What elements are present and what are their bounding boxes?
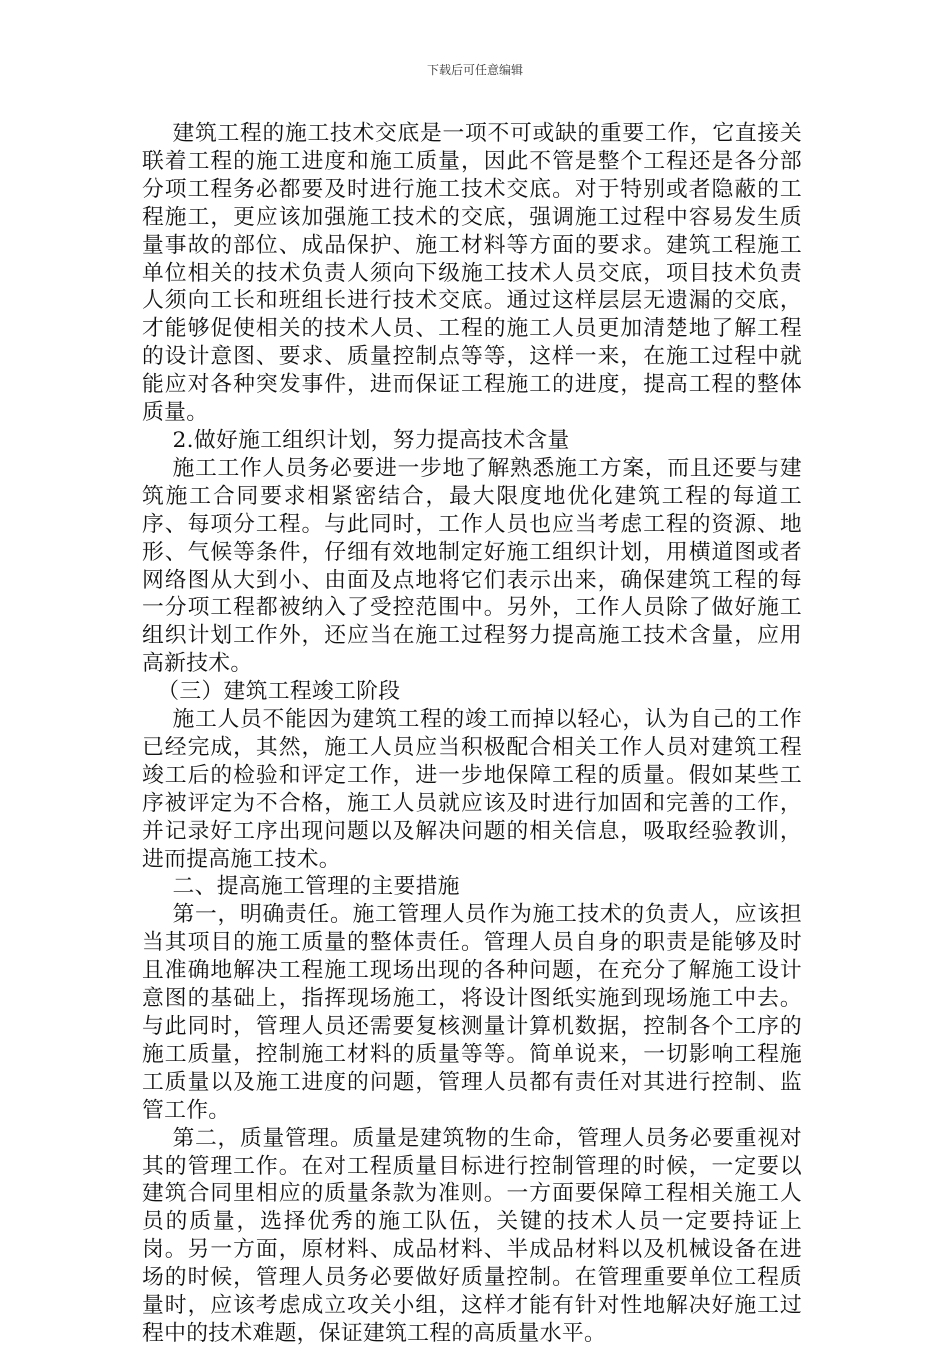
paragraph-technical-disclosure: 建筑工程的施工技术交底是一项不可或缺的重要工作，它直接关联着工程的施工进度和施工质量，因此不管是整个工程还是各分部分项工程务必都要及时进行施工技术交底。对于特别或者隐蔽的工程施工，更应该加强施工技术的交底，强调施工过程中容易发生质量事故的部位、成品保护、施工材料等方面的要求。建筑工程施工单位相关的技术负责人须向下级施工技术人员交底，项目技术负责人须向工长和班组长进行技术交底。通过这样层层无遗漏的交底，才能够促使相关的技术人员、工程的施工人员更加清楚地了解工程的设计意图、要求、质量控制点等等，这样一来，在施工过程中就能应对各种突发事件，进而保证工程施工的进度，提高工程的整体质量。: [142, 121, 802, 426]
document-body: [142, 120, 802, 1348]
section-heading-completion-stage: （三）建筑工程竣工阶段: [157, 679, 401, 705]
paragraph-quality-management: 第二，质量管理。质量是建筑物的生命，管理人员务必要重视对其的管理工作。在对工程质量目标进行控制管理的时候，一定要以建筑合同里相应的质量条款为准则。一方面要保障工程相关施工人员的质量，选择优秀的施工队伍，关键的技术人员一定要持证上岗。另一方面，原材料、成品材料、半成品材料以及机械设备在进场的时候，管理人员务必要做好质量控制。在管理重要单位工程质量时，应该考虑成立攻关小组，这样才能有针对性地解决好施工过程中的技术难题，保证建筑工程的高质量水平。: [142, 1125, 802, 1346]
section-heading-management-measures: 二、提高施工管理的主要措施: [172, 874, 460, 900]
page-header-note: 下载后可任意编辑: [426, 63, 523, 77]
paragraph-construction-plan: 施工工作人员务必要进一步地了解熟悉施工方案，而且还要与建筑施工合同要求相紧密结合，最大限度地优化建筑工程的每道工序、每项分工程。与此同时，工作人员也应当考虑工程的资源、地形、气候等条件，仔细有效地制定好施工组织计划，用横道图或者网络图从大到小、由面及点地将它们表示出来，确保建筑工程的每一分项工程都被纳入了受控范围中。另外，工作人员除了做好施工组织计划工作外，还应当在施工过程努力提高施工技术含量，应用高新技术。: [142, 455, 802, 677]
section-heading-construction-plan: 2.做好施工组织计划，努力提高技术含量: [172, 427, 570, 453]
paragraph-clear-responsibility: 第一，明确责任。施工管理人员作为施工技术的负责人，应该担当其项目的施工质量的整体责任。管理人员自身的职责是能够及时且准确地解决工程施工现场出现的各种问题，在充分了解施工设计意图的基础上，指挥现场施工，将设计图纸实施到现场施工中去。与此同时，管理人员还需要复核测量计算机数据，控制各个工序的施工质量，控制施工材料的质量等等。简单说来，一切影响工程施工质量以及施工进度的问题，管理人员都有责任对其进行控制、监管工作。: [142, 902, 802, 1123]
paragraph-completion-stage: 施工人员不能因为建筑工程的竣工而掉以轻心，认为自己的工作已经完成，其然，施工人员应当积极配合相关工作人员对建筑工程竣工后的检验和评定工作，进一步地保障工程的质量。假如某些工序被评定为不合格，施工人员就应该及时进行加固和完善的工作，并记录好工序出现问题以及解决问题的相关信息，吸取经验教训，进而提高施工技术。: [142, 707, 802, 872]
